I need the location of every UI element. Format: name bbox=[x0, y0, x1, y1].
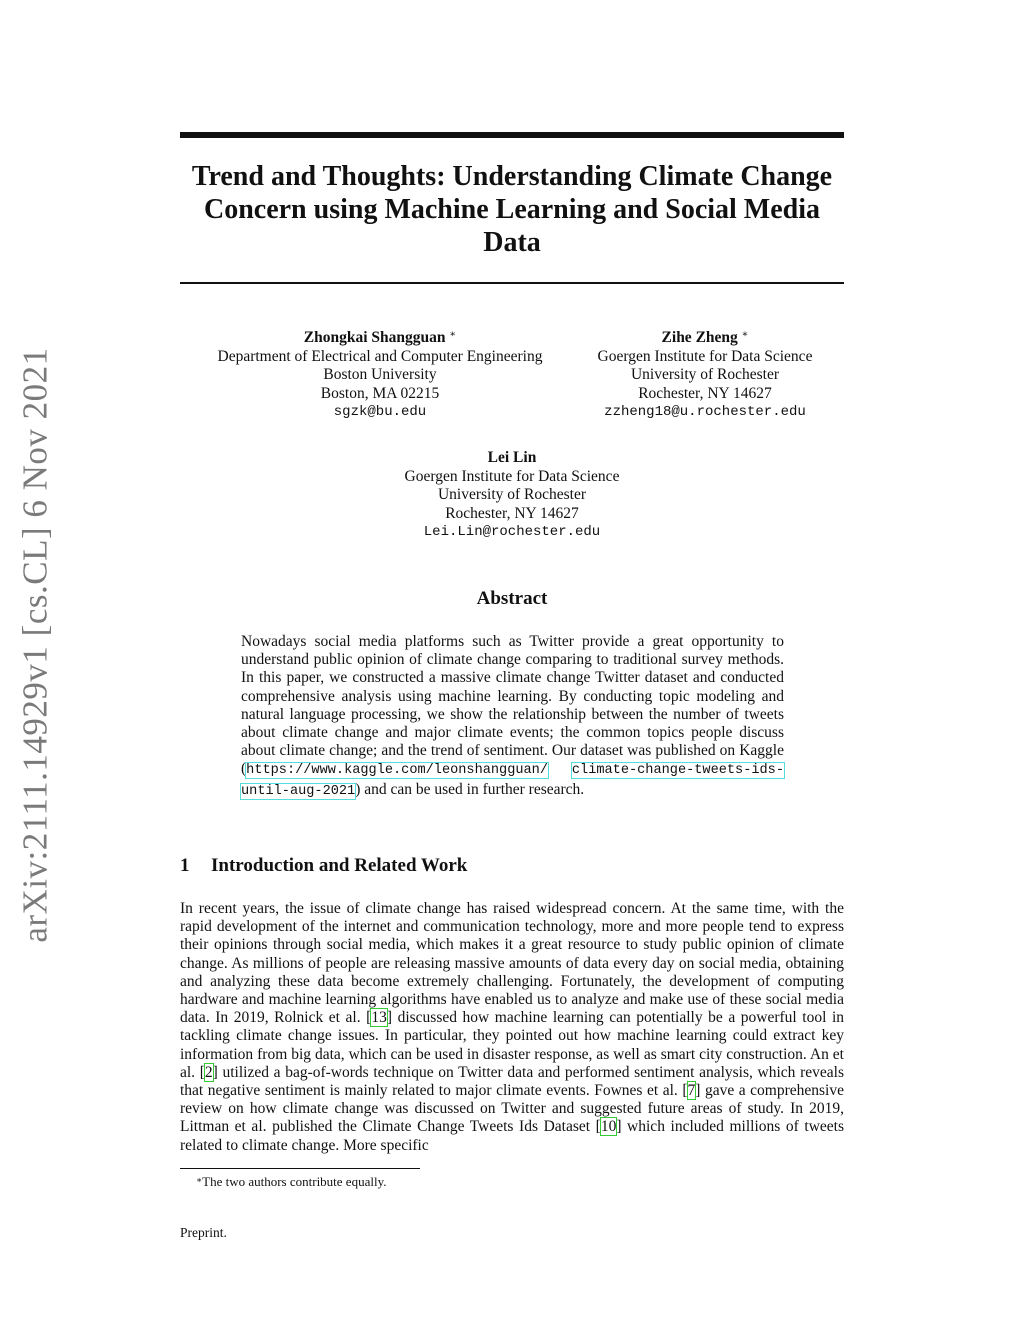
title-top-rule bbox=[180, 132, 844, 138]
citation-link[interactable]: 10 bbox=[600, 1118, 617, 1136]
citation-link[interactable]: 7 bbox=[687, 1082, 696, 1100]
title-bottom-rule bbox=[180, 282, 844, 284]
kaggle-dataset-link[interactable]: https://www.kaggle.com/leonshangguan/ bbox=[246, 763, 549, 779]
footnote-mark: ∗ bbox=[196, 1175, 203, 1185]
author-email[interactable]: Lei.Lin@rochester.edu bbox=[423, 524, 601, 540]
author-email[interactable]: zzheng18@u.rochester.edu bbox=[604, 404, 806, 420]
author-affiliation-line: Goergen Institute for Data Science bbox=[597, 347, 813, 365]
equal-contribution-mark: ∗ bbox=[741, 329, 749, 340]
abstract-text: Nowadays social media platforms such as Twitter provide a great opportunity to understand public opinion of climate change comparing to traditional survey methods. In this paper, we constructed a massive climate change Twitter dataset and conducted comprehensive analysis using machine learning. By conducting topic modeling and natural language processing, we show the relationship between the number of tweets about climate change and major climate events; the common topics people discuss about climate change; and the trend of sentiment. Our dataset was published on Kaggle (https://www.kaggle.com/leonshangguan/ climate-change-tweets-ids-until-aug-2021) and can be used in further research. bbox=[241, 633, 784, 799]
introduction-paragraph: In recent years, the issue of climate change has raised widespread concern. At the same time, with the rapid development of the internet and communication technology, more and more people tend to express their opinions through social media, which makes it a great resource to study public opinion of climate change. As millions of people are releasing massive amounts of data every day on social media, obtaining and analyzing these data become extremely challenging. Fortunately, the development of computing hardware and machine learning algorithms have enabled us to analyze and make use of these social media data. In 2019, Rolnick et al. [13] discussed how machine learning can potentially be a powerful tool in tackling climate change issues. In particular, they pointed out how machine learning could extract key information from big data, which can be used in disaster response, as well as smart city construction. An et al. [2] utilized a bag-of-words technique on Twitter data and performed sentiment analysis, which reveals that negative sentiment is mainly related to major climate events. Fownes et al. [7] gave a comprehensive review on how climate change was discussed on Twitter and suggested future areas of study. In 2019, Littman et al. published the Climate Change Tweets Ids Dataset [10] which included millions of tweets related to climate change. More specific bbox=[180, 900, 845, 1154]
author-block-3 bbox=[380, 449, 644, 542]
section-number: 1 bbox=[180, 855, 190, 876]
kaggle-dataset-link-continued[interactable]: climate-change-tweets-ids-until-aug-2021 bbox=[241, 763, 784, 799]
author-affiliation-line: Rochester, NY 14627 bbox=[638, 384, 772, 402]
author-affiliation-line: Rochester, NY 14627 bbox=[445, 504, 579, 522]
author-affiliation-line: University of Rochester bbox=[437, 486, 587, 503]
footnote-rule bbox=[180, 1168, 420, 1169]
abstract-heading: Abstract bbox=[476, 588, 548, 609]
author-affiliation-line: Goergen Institute for Data Science bbox=[404, 467, 620, 485]
author-block-2 bbox=[580, 329, 830, 422]
citation-link[interactable]: 13 bbox=[371, 1009, 387, 1027]
citation-link[interactable]: 2 bbox=[204, 1063, 213, 1081]
arxiv-identifier bbox=[8, 347, 64, 943]
section-heading bbox=[180, 855, 467, 877]
author-affiliation-line: University of Rochester bbox=[630, 366, 780, 383]
section-title-text: Introduction and Related Work bbox=[211, 855, 468, 876]
arxiv-id-text: arXiv:2111.14929v1 [cs.CL] 6 Nov 2021 bbox=[16, 347, 56, 943]
preprint-label: Preprint. bbox=[180, 1225, 227, 1240]
author-name: Lei Lin bbox=[487, 449, 537, 466]
author-affiliation-line: Boston, MA 02215 bbox=[320, 384, 440, 402]
footnote-text: The two authors contribute equally. bbox=[202, 1174, 387, 1189]
paper-title: Trend and Thoughts: Understanding Climate Change Concern using Machine Learning and Social Media Data bbox=[191, 161, 833, 258]
equal-contribution-mark: ∗ bbox=[449, 329, 457, 340]
author-name: Zihe Zheng ∗ bbox=[661, 329, 749, 346]
author-block-1 bbox=[200, 329, 560, 422]
author-email[interactable]: sgzk@bu.edu bbox=[333, 404, 427, 420]
author-affiliation-line: Department of Electrical and Computer Engineering bbox=[217, 347, 543, 365]
author-name: Zhongkai Shangguan ∗ bbox=[303, 329, 457, 346]
author-affiliation-line: Boston University bbox=[323, 366, 437, 383]
footnote bbox=[196, 1174, 386, 1190]
